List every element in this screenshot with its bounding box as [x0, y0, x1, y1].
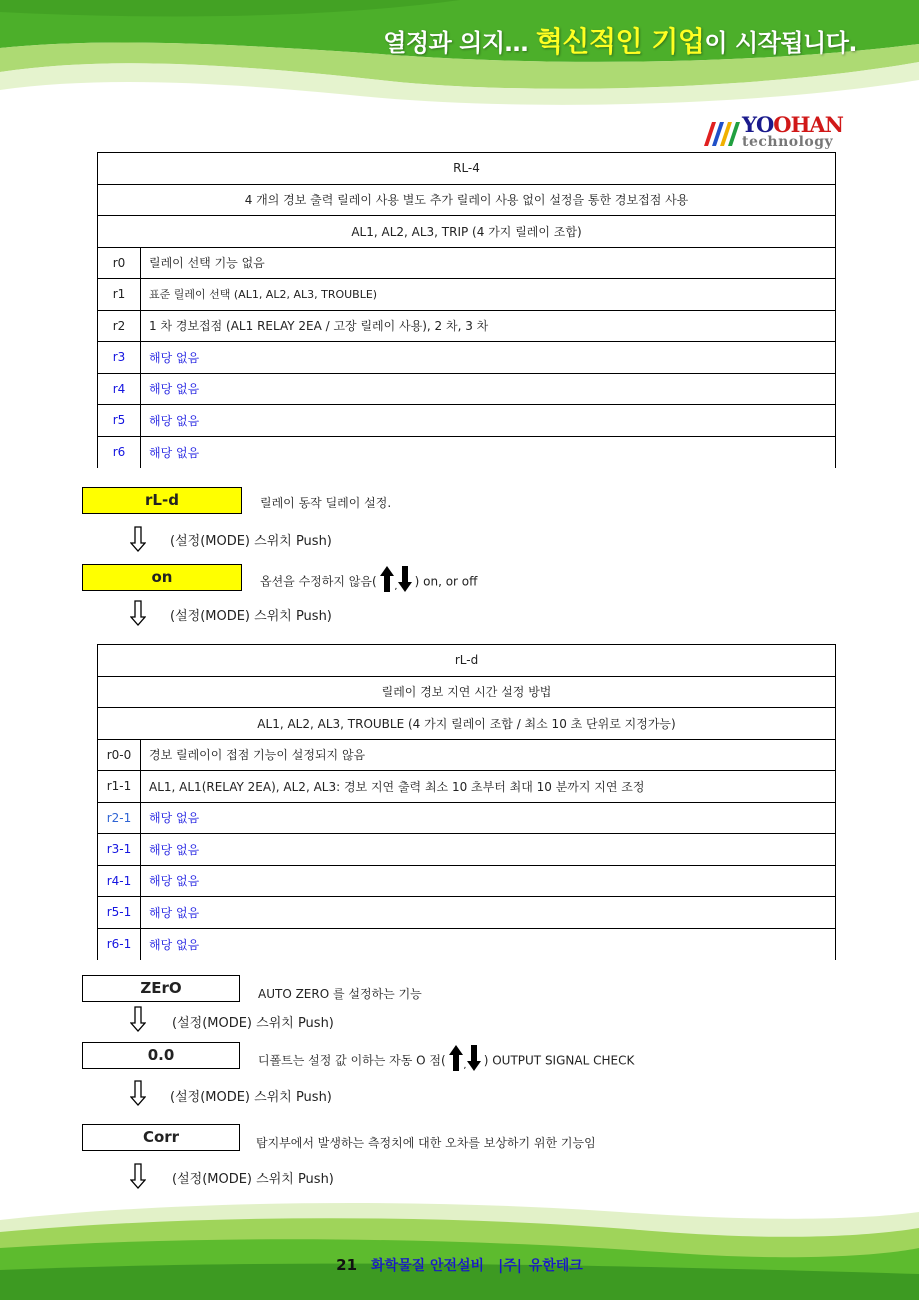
menu-box-corr: Corr [82, 1124, 240, 1151]
push-instruction: (설정(MODE) 스위치 Push) [170, 1090, 332, 1105]
desc-rld: 릴레이 동작 딜레이 설정. [260, 496, 392, 510]
down-arrow-icon [130, 1080, 146, 1106]
table-title: rL-d [98, 645, 836, 677]
footer-separator: |주| [498, 1258, 522, 1274]
push-instruction: (설정(MODE) 스위치 Push) [172, 1016, 334, 1031]
table-row: r2 1 차 경보접점 (AL1 RELAY 2EA / 고장 릴레이 사용), 2 차, 3 차 [98, 310, 836, 342]
slogan-post: 이 시작됩니다. [704, 29, 857, 57]
table-row: r1-1 AL1, AL1(RELAY 2EA), AL2, AL3: 경보 지연 출력 최소 10 초부터 최대 10 분까지 지연 조정 [98, 771, 836, 803]
table-row: r0 릴레이 선택 기능 없음 [98, 247, 836, 279]
footer-company: 유한테크 [528, 1258, 583, 1274]
table-rld [97, 644, 836, 960]
down-arrow-icon [130, 600, 146, 626]
table-scope: AL1, AL2, AL3, TROUBLE (4 가지 릴레이 조합 / 최소 10 초 단위로 지정가능) [98, 708, 836, 740]
table-row: r4-1 해당 없음 [98, 865, 836, 897]
push-instruction: (설정(MODE) 스위치 Push) [172, 1172, 334, 1187]
table-row: r4 해당 없음 [98, 373, 836, 405]
down-arrow-icon [130, 526, 146, 552]
slogan-pre: 열정과 의지… [383, 29, 536, 57]
logo-stripes-icon [702, 116, 742, 150]
menu-box-zero: ZErO [82, 975, 240, 1002]
table-row: r1 표준 릴레이 선택 (AL1, AL2, AL3, TROUBLE) [98, 279, 836, 311]
table-description: 4 개의 경보 출력 릴레이 사용 별도 추가 릴레이 사용 없이 설정을 통한 경보접점 사용 [98, 184, 836, 216]
svg-text:,: , [463, 1061, 467, 1071]
table-row: r5 해당 없음 [98, 405, 836, 437]
down-arrow-icon [130, 1006, 146, 1032]
logo-wordmark: YOOHAN [742, 112, 843, 137]
table-description: 릴레이 경보 지연 시간 설정 방법 [98, 676, 836, 708]
svg-text:,: , [394, 582, 398, 592]
page-footer [0, 1255, 919, 1275]
header-slogan [383, 20, 857, 60]
footer-wave [0, 1190, 919, 1300]
desc-zero: AUTO ZERO 를 설정하는 기능 [258, 987, 422, 1001]
table-row: r6 해당 없음 [98, 436, 836, 468]
table-row: r3-1 해당 없음 [98, 834, 836, 866]
desc-corr: 탐지부에서 발생하는 측정치에 대한 오차를 보상하기 위한 기능임 [256, 1136, 596, 1150]
table-title: RL-4 [98, 153, 836, 185]
table-row: r0-0 경보 릴레이이 접점 기능이 설정되지 않음 [98, 739, 836, 771]
table-row: r5-1 해당 없음 [98, 897, 836, 929]
desc-00: 디폴트는 설정 값 이하는 자동 O 점( , ) OUTPUT SIGNAL CHECK [258, 1050, 634, 1072]
page-number: 21 [336, 1256, 358, 1274]
company-logo [702, 112, 858, 154]
table-rl4 [97, 152, 836, 468]
up-down-arrows-icon [378, 565, 414, 593]
table-row: r6-1 해당 없음 [98, 928, 836, 960]
menu-box-on: on [82, 564, 242, 591]
table-row: r2-1 해당 없음 [98, 802, 836, 834]
down-arrow-icon [130, 1163, 146, 1189]
slogan-highlight: 혁신적인 기업 [535, 25, 705, 58]
table-scope: AL1, AL2, AL3, TRIP (4 가지 릴레이 조합) [98, 216, 836, 248]
push-instruction: (설정(MODE) 스위치 Push) [170, 534, 332, 549]
menu-box-00: 0.0 [82, 1042, 240, 1069]
desc-on: 옵션을 수정하지 않음( , ) on, or off [260, 571, 477, 593]
push-instruction: (설정(MODE) 스위치 Push) [170, 609, 332, 624]
table-row: r3 해당 없음 [98, 342, 836, 374]
menu-box-rld: rL-d [82, 487, 242, 514]
footer-department: 화학물질 안전설비 [371, 1258, 485, 1274]
logo-subtitle: technology [742, 134, 834, 150]
up-down-arrows-icon [447, 1044, 483, 1072]
